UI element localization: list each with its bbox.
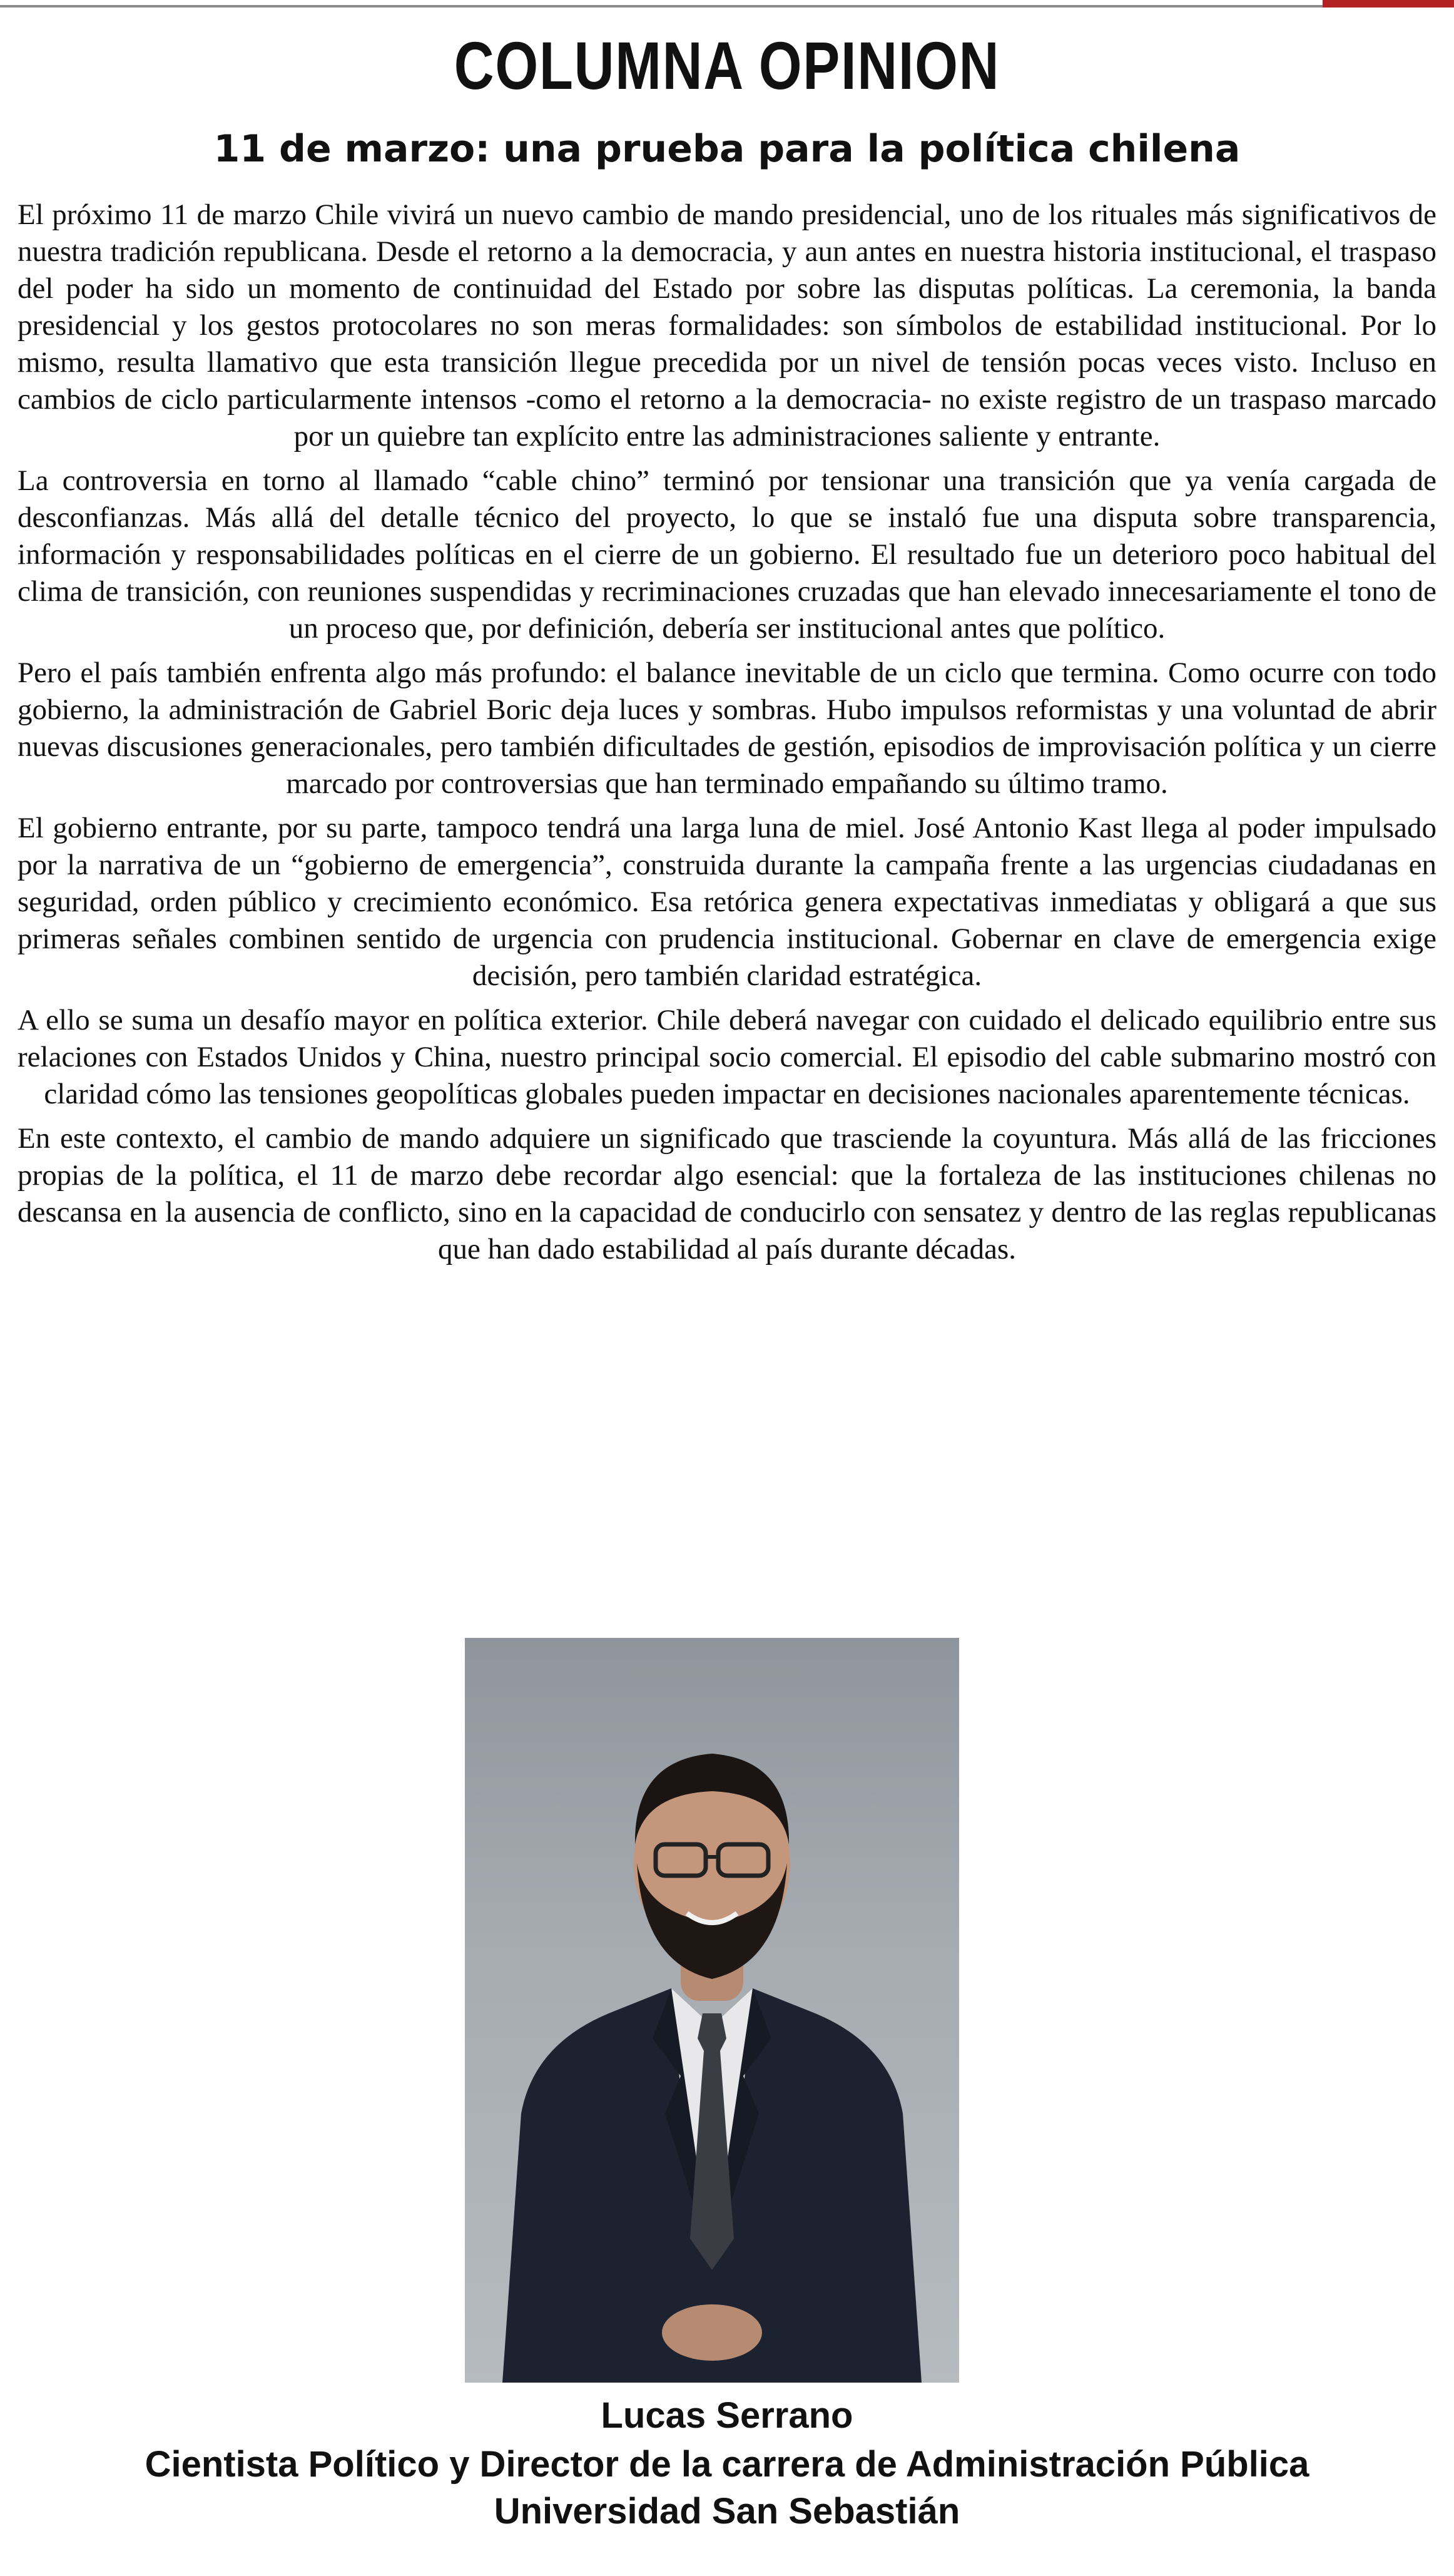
- author-portrait-illustration: [465, 1638, 959, 2383]
- section-heading: COLUMNA OPINION: [454, 28, 1000, 103]
- paragraph: La controversia en torno al llamado “cable chino” terminó por tensionar una transición que ya venía cargada de desconfianzas. Más allá del detalle técnico del proyecto, lo que se instaló fue una disputa sobre transparencia, información y responsabilidades políticas en el cierre de un gobierno. El resultado fue un deterioro poco habitual del clima de transición, con reuniones suspendidas y recriminaciones cruzadas que han elevado innecesariamente el tono de un proceso que, por definición, debería ser institucional antes que político.: [18, 464, 1436, 645]
- paragraph: Pero el país también enfrenta algo más profundo: el balance inevitable de un ciclo que termina. Como ocurre con todo gobierno, la administración de Gabriel Boric deja luces y sombras. Hubo impulsos reformistas y una voluntad de abrir nuevas discusiones generacionales, pero también dificultades de gestión, episodios de improvisación política y un cierre marcado por controversias que han terminado empañando su último tramo.: [18, 657, 1436, 800]
- author-role: Cientista Político y Director de la carrera de Administración Pública: [145, 2444, 1309, 2485]
- article-body: [18, 197, 1436, 1268]
- paragraph: El gobierno entrante, por su parte, tampoco tendrá una larga luna de miel. José Antonio Kast llega al poder impulsado por la narrativa de un “gobierno de emergencia”, construida durante la campaña frente a las urgencias ciudadanas en seguridad, orden público y crecimiento económico. Esa retórica genera expectativas inmediatas y obligará a que sus primeras señales combinen sentido de urgencia con prudencia institucional. Gobernar en clave de emergencia exige decisión, pero también claridad estratégica.: [18, 812, 1436, 992]
- page: [18, 25, 1436, 1275]
- paragraph: El próximo 11 de marzo Chile vivirá un nuevo cambio de mando presidencial, uno de los rituales más significativos de nuestra tradición republicana. Desde el retorno a la democracia, y aun antes en nuestra historia institucional, el traspaso del poder ha sido un momento de continuidad del Estado por sobre las disputas políticas. La ceremonia, la banda presidencial y los gestos protocolares no son meras formalidades: son símbolos de estabilidad institucional. Por lo mismo, resulta llamativo que esta transición llegue precedida por un nivel de tensión pocas veces visto. Incluso en cambios de ciclo particularmente intensos -como el retorno a la democracia- no existe registro de un traspaso marcado por un quiebre tan explícito entre las administraciones saliente y entrante.: [18, 198, 1436, 452]
- author-photo: [465, 1638, 959, 2383]
- author-name: Lucas Serrano: [601, 2395, 853, 2436]
- top-accent-bar: [1323, 0, 1454, 8]
- article-title: 11 de marzo: una prueba para la política chilena: [213, 127, 1241, 171]
- author-institution: Universidad San Sebastián: [494, 2491, 960, 2532]
- paragraph: A ello se suma un desafío mayor en política exterior. Chile deberá navegar con cuidado el delicado equilibrio entre sus relaciones con Estados Unidos y China, nuestro principal socio comercial. El episodio del cable submarino mostró con claridad cómo las tensiones geopolíticas globales pueden impactar en decisiones nacionales aparentemente técnicas.: [18, 1004, 1436, 1110]
- paragraph: En este contexto, el cambio de mando adquiere un significado que trasciende la coyuntura. Más allá de las fricciones propias de la política, el 11 de marzo debe recordar algo esencial: que la fortaleza de las instituciones chilenas no descansa en la ausencia de conflicto, sino en la capacidad de conducirlo con sensatez y dentro de las reglas republicanas que han dado estabilidad al país durante décadas.: [18, 1122, 1436, 1265]
- top-rule: [0, 5, 1454, 8]
